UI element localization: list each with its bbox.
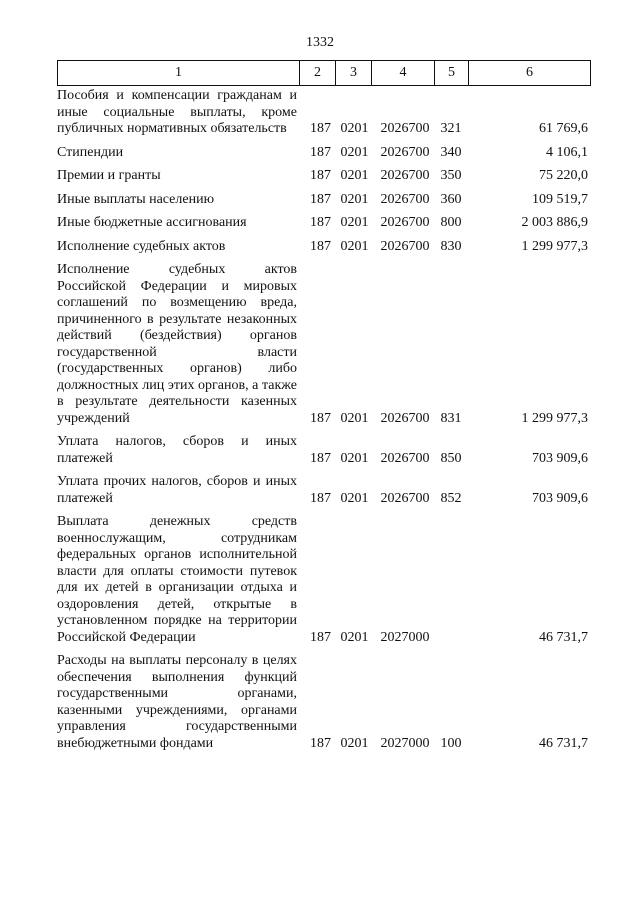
row-code-2: 187 [310, 629, 331, 645]
row-code-4: 2026700 [380, 490, 430, 506]
row-code-3: 0201 [340, 238, 369, 254]
row-code-5: 360 [440, 191, 462, 207]
row-amount: 703 909,6 [532, 490, 588, 506]
table-row [57, 88, 590, 138]
column-header-5: 5 [435, 61, 469, 86]
column-header-1: 1 [58, 61, 300, 86]
row-amount: 75 220,0 [539, 168, 588, 183]
row-code-2: 187 [310, 450, 331, 466]
row-code-4: 2026700 [380, 215, 430, 230]
table-row [57, 514, 590, 646]
column-header-2: 2 [300, 61, 336, 86]
row-code-4: 2026700 [380, 238, 430, 254]
column-header-3: 3 [336, 61, 372, 86]
row-code-4: 2026700 [380, 121, 430, 136]
row-code-5: 852 [440, 490, 462, 506]
row-amount: 1 299 977,3 [521, 238, 588, 254]
row-amount: 2 003 886,9 [521, 215, 588, 230]
row-code-2: 187 [310, 238, 331, 254]
row-code-5: 321 [440, 121, 462, 136]
row-name: Исполнение судебных актов Российской Федерации и мировых соглашений по возмещению вреда, причиненного в результате незаконных действий (бездействия) органов государственной власти (государственных органов) либо должностных лиц этих органов, а также в результате деятельности казенных учреждений [57, 262, 297, 426]
row-amount: 61 769,6 [539, 121, 588, 136]
row-code-3: 0201 [340, 144, 369, 160]
row-name: Уплата прочих налогов, сборов и иных платежей [57, 474, 297, 506]
row-code-4: 2026700 [380, 450, 430, 466]
table-row [57, 653, 590, 752]
table-row [57, 434, 590, 467]
row-name: Премии и гранты [57, 168, 161, 183]
row-code-2: 187 [310, 735, 331, 751]
table-row [57, 192, 590, 209]
row-code-3: 0201 [340, 490, 369, 506]
row-code-5: 100 [440, 735, 462, 751]
row-code-3: 0201 [340, 629, 369, 645]
row-code-3: 0201 [340, 410, 369, 426]
row-name: Расходы на выплаты персоналу в целях обеспечения выполнения функций государственными органами, казенными учреждениями, органами управления государственными внебюджетными фондами [57, 653, 297, 751]
table-row [57, 168, 590, 185]
table-row [57, 474, 590, 507]
row-code-5: 831 [440, 410, 462, 426]
row-code-4: 2026700 [380, 410, 430, 426]
row-code-2: 187 [310, 215, 331, 230]
row-name: Выплата денежных средств военнослужащим, сотрудникам федеральных органов исполнительной власти для оплаты стоимости путевок для их детей в организации отдыха и оздоровления детей, открытые в установленном порядке на территории Российской Федерации [57, 514, 297, 645]
row-code-4: 2026700 [380, 191, 430, 207]
row-code-3: 0201 [340, 215, 369, 230]
row-code-5: 350 [440, 168, 462, 183]
row-code-5: 340 [440, 144, 462, 160]
row-code-3: 0201 [340, 121, 369, 136]
row-amount: 46 731,7 [539, 629, 588, 645]
row-code-4: 2027000 [380, 735, 430, 751]
column-header-6: 6 [469, 61, 591, 86]
row-amount: 109 519,7 [532, 191, 588, 207]
column-header-4: 4 [372, 61, 435, 86]
row-code-5: 800 [440, 215, 462, 230]
column-header-row [58, 61, 591, 86]
row-name: Иные выплаты населению [57, 191, 215, 207]
row-code-2: 187 [310, 410, 331, 426]
row-code-5: 850 [440, 450, 462, 466]
table-row [57, 262, 590, 427]
table-row [57, 215, 590, 232]
column-header-table [57, 60, 591, 86]
table-body [57, 88, 590, 759]
row-amount: 46 731,7 [539, 735, 588, 751]
row-code-3: 0201 [340, 168, 369, 183]
row-code-3: 0201 [340, 735, 369, 751]
row-code-2: 187 [310, 121, 331, 136]
row-code-3: 0201 [340, 191, 369, 207]
table-row [57, 145, 590, 162]
row-amount: 4 106,1 [546, 144, 588, 160]
row-name: Иные бюджетные ассигнования [57, 215, 247, 230]
row-code-2: 187 [310, 168, 331, 183]
row-code-3: 0201 [340, 450, 369, 466]
row-code-2: 187 [310, 191, 331, 207]
row-amount: 1 299 977,3 [521, 410, 588, 426]
page-number: 1332 [306, 35, 334, 50]
row-code-2: 187 [310, 490, 331, 506]
table-row [57, 239, 590, 256]
row-code-4: 2027000 [380, 629, 430, 645]
row-code-4: 2026700 [380, 144, 430, 160]
row-name: Уплата налогов, сборов и иных платежей [57, 434, 297, 466]
row-code-4: 2026700 [380, 168, 430, 183]
row-name: Пособия и компенсации гражданам и иные социальные выплаты, кроме публичных нормативных обязательств [57, 88, 297, 136]
row-name: Стипендии [57, 144, 124, 160]
row-amount: 703 909,6 [532, 450, 588, 466]
row-name: Исполнение судебных актов [57, 238, 226, 254]
row-code-5: 830 [440, 238, 462, 254]
row-code-2: 187 [310, 144, 331, 160]
